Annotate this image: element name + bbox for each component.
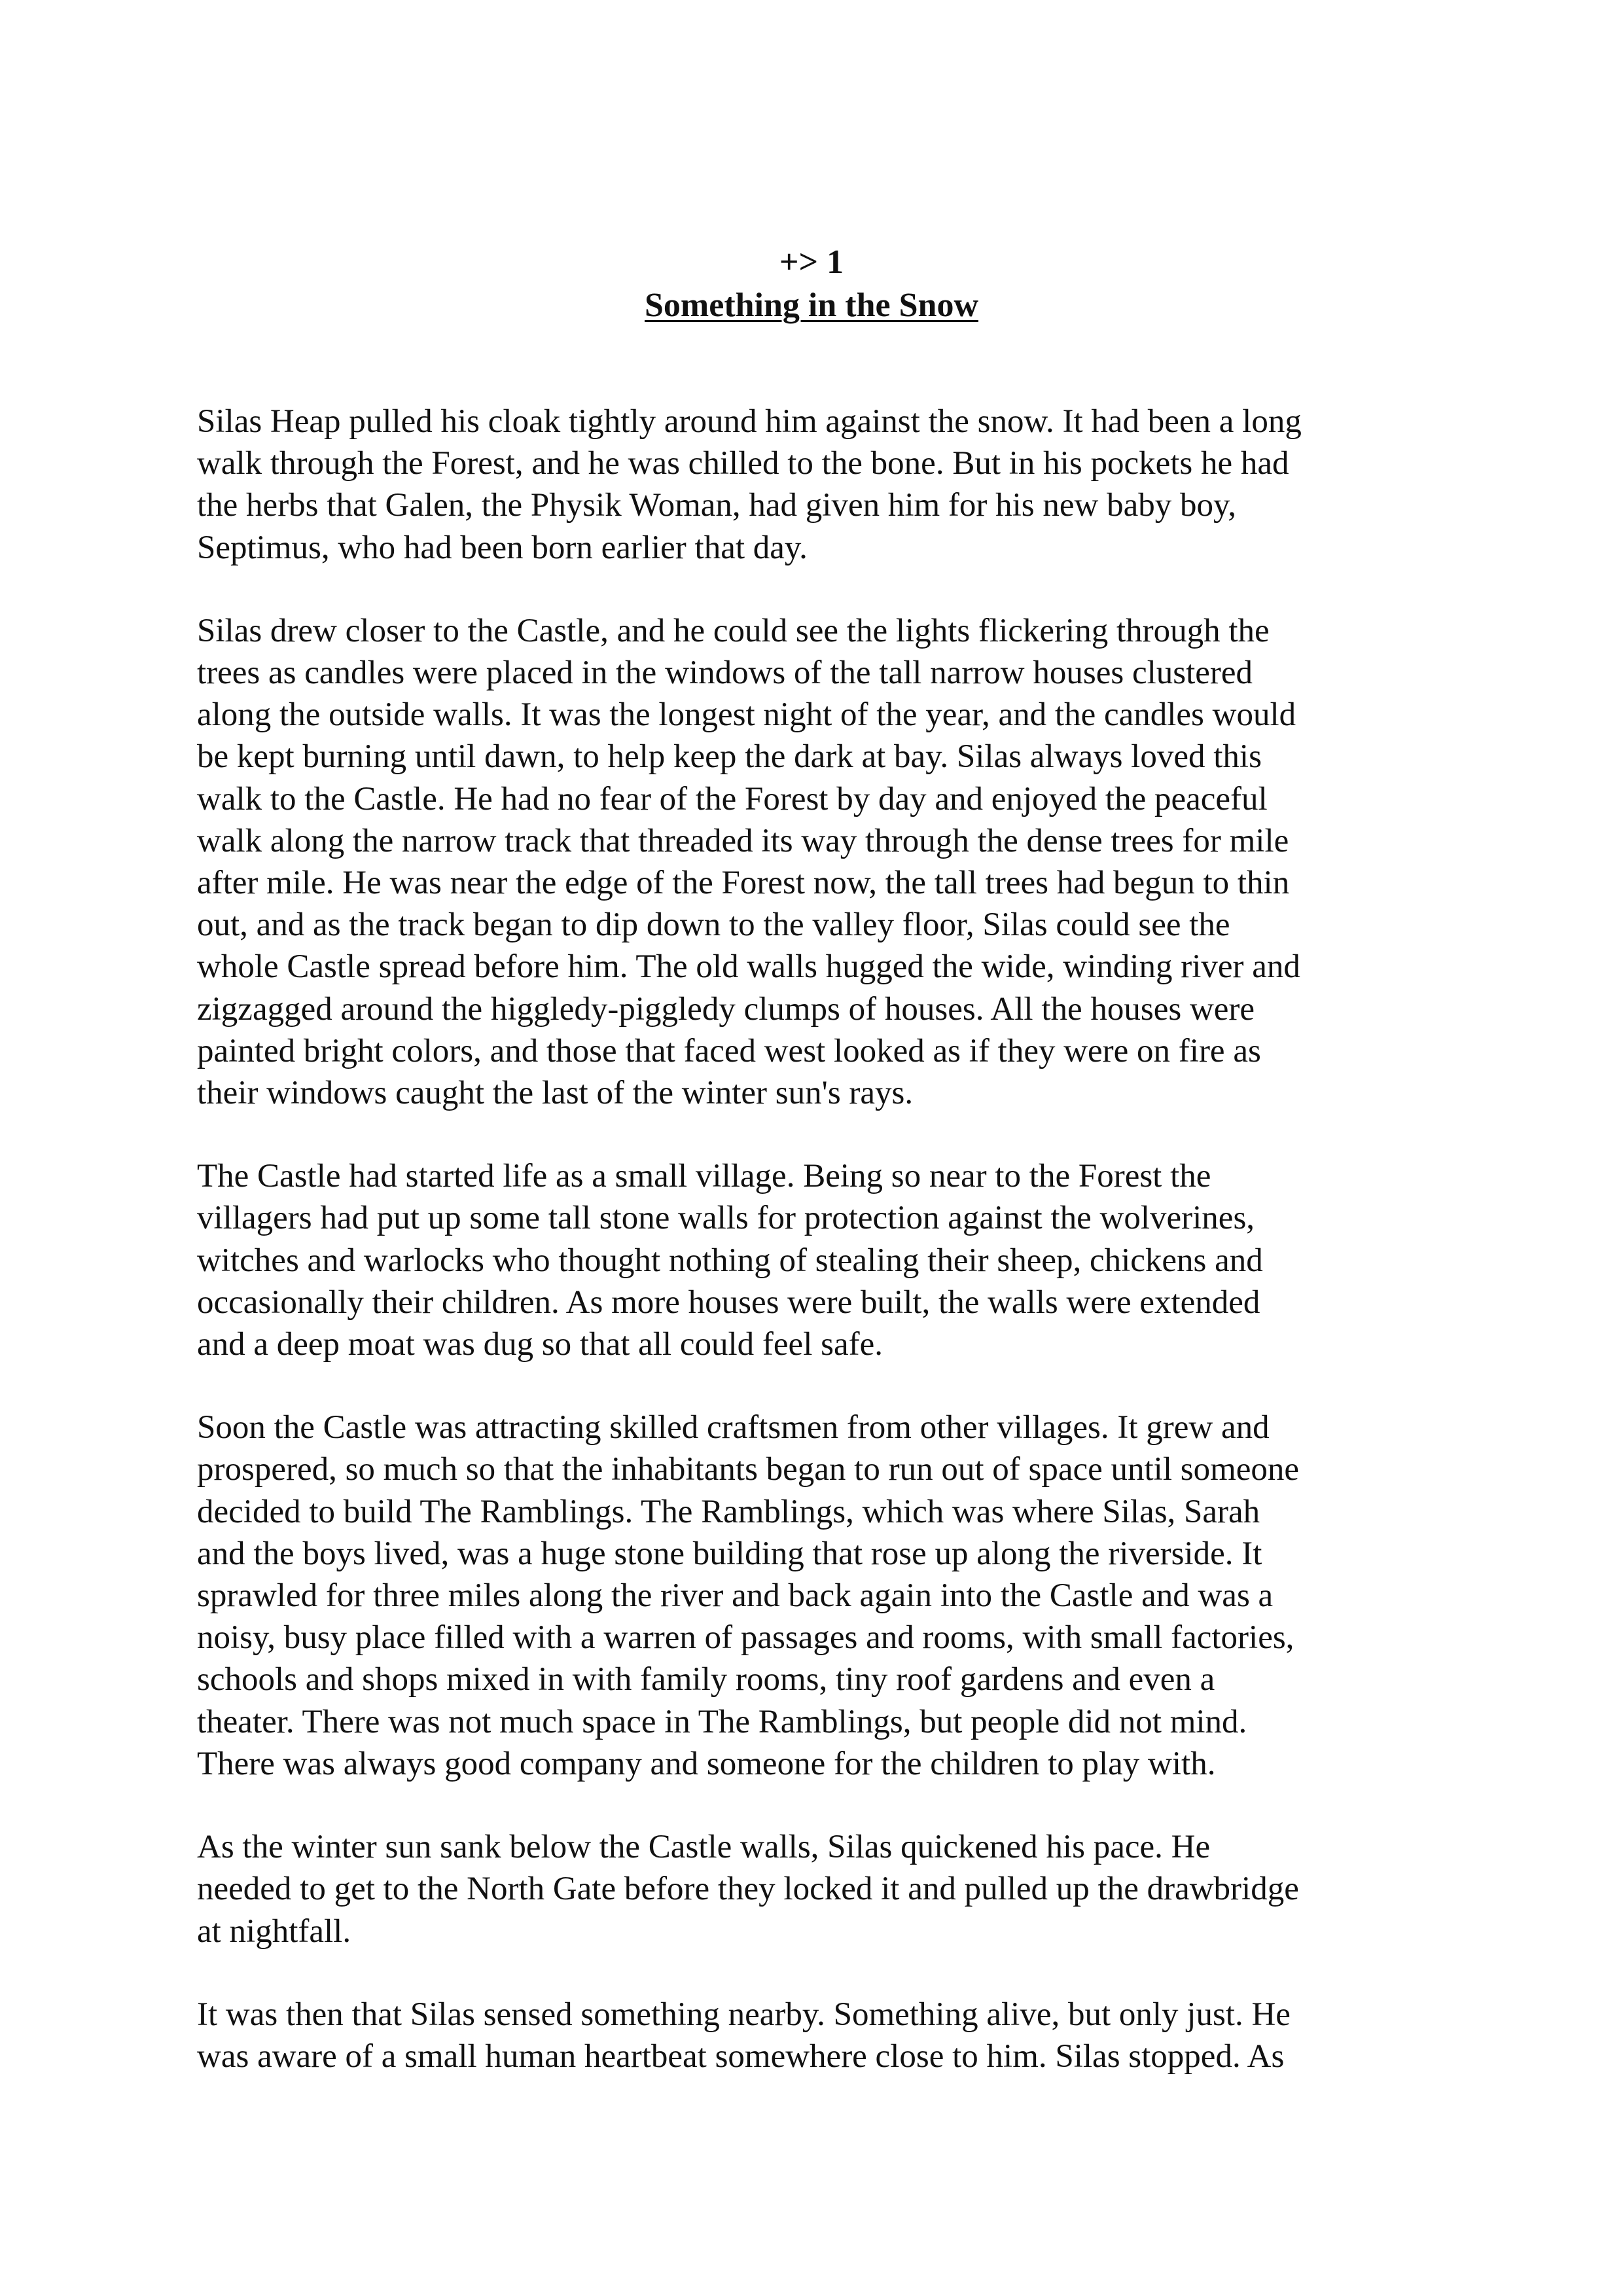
text-line: and the boys lived, was a huge stone building that rose up along the riverside. It <box>197 1535 1262 1572</box>
text-line: Silas drew closer to the Castle, and he could see the lights flickering through the <box>197 612 1270 649</box>
text-line: their windows caught the last of the winter sun's rays. <box>197 1075 914 1112</box>
text-line: after mile. He was near the edge of the Forest now, the tall trees had begun to thin <box>197 865 1290 902</box>
chapter-number: +> 1 <box>779 243 844 281</box>
text-line: needed to get to the North Gate before they locked it and pulled up the drawbridge <box>197 1871 1299 1908</box>
text-line: theater. There was not much space in The Ramblings, but people did not mind. <box>197 1703 1247 1740</box>
text-line: painted bright colors, and those that faced west looked as if they were on fire as <box>197 1032 1261 1069</box>
text-line: Soon the Castle was attracting skilled craftsmen from other villages. It grew and <box>197 1409 1270 1446</box>
text-line: occasionally their children. As more houses were built, the walls were extended <box>197 1283 1260 1321</box>
text-line: along the outside walls. It was the longest night of the year, and the candles would <box>197 696 1296 734</box>
chapter-title: Something in the Snow <box>645 287 978 324</box>
paragraph <box>197 1155 1440 1365</box>
text-line: prospered, so much so that the inhabitants began to run out of space until someone <box>197 1451 1300 1488</box>
text-line: The Castle had started life as a small village. Being so near to the Forest the <box>197 1158 1211 1195</box>
text-line: witches and warlocks who thought nothing of stealing their sheep, chickens and <box>197 1242 1263 1279</box>
text-line: Septimus, who had been born earlier that day. <box>197 529 808 566</box>
text-line: the herbs that Galen, the Physik Woman, had given him for his new baby boy, <box>197 487 1236 524</box>
text-line: Silas Heap pulled his cloak tightly around him against the snow. It had been a long <box>197 403 1302 440</box>
text-line: decided to build The Ramblings. The Ramblings, which was where Silas, Sarah <box>197 1493 1260 1530</box>
text-line: noisy, busy place filled with a warren of passages and rooms, with small factories, <box>197 1619 1294 1657</box>
paragraph <box>197 1994 1440 2077</box>
paragraph <box>197 1826 1440 1952</box>
text-line: be kept burning until dawn, to help keep the dark at bay. Silas always loved this <box>197 738 1262 776</box>
text-line: walk to the Castle. He had no fear of the Forest by day and enjoyed the peaceful <box>197 780 1268 817</box>
paragraph <box>197 1407 1440 1785</box>
text-line: sprawled for three miles along the river and back again into the Castle and was a <box>197 1577 1274 1615</box>
text-line: whole Castle spread before him. The old walls hugged the wide, winding river and <box>197 948 1300 986</box>
text-line: villagers had put up some tall stone walls for protection against the wolverines, <box>197 1200 1255 1237</box>
chapter-heading <box>0 241 1623 327</box>
text-line: and a deep moat was dug so that all could feel safe. <box>197 1326 883 1363</box>
text-line: zigzagged around the higgledy-piggledy clumps of houses. All the houses were <box>197 990 1255 1028</box>
paragraph <box>197 401 1440 569</box>
text-line: at nightfall. <box>197 1912 351 1950</box>
chapter-body <box>197 401 1440 2119</box>
text-line: out, and as the track began to dip down to the valley floor, Silas could see the <box>197 906 1230 944</box>
text-line: walk along the narrow track that threaded its way through the dense trees for mile <box>197 822 1289 859</box>
paragraph <box>197 610 1440 1114</box>
text-line: It was then that Silas sensed something nearby. Something alive, but only just. He <box>197 1996 1291 2033</box>
text-line: As the winter sun sank below the Castle walls, Silas quickened his pace. He <box>197 1829 1211 1866</box>
text-line: walk through the Forest, and he was chilled to the bone. But in his pockets he had <box>197 445 1289 482</box>
text-line: trees as candles were placed in the windows of the tall narrow houses clustered <box>197 655 1253 692</box>
text-line: schools and shops mixed in with family rooms, tiny roof gardens and even a <box>197 1661 1215 1698</box>
text-line: was aware of a small human heartbeat somewhere close to him. Silas stopped. As <box>197 2037 1285 2075</box>
text-line: There was always good company and someone for the children to play with. <box>197 1745 1216 1782</box>
